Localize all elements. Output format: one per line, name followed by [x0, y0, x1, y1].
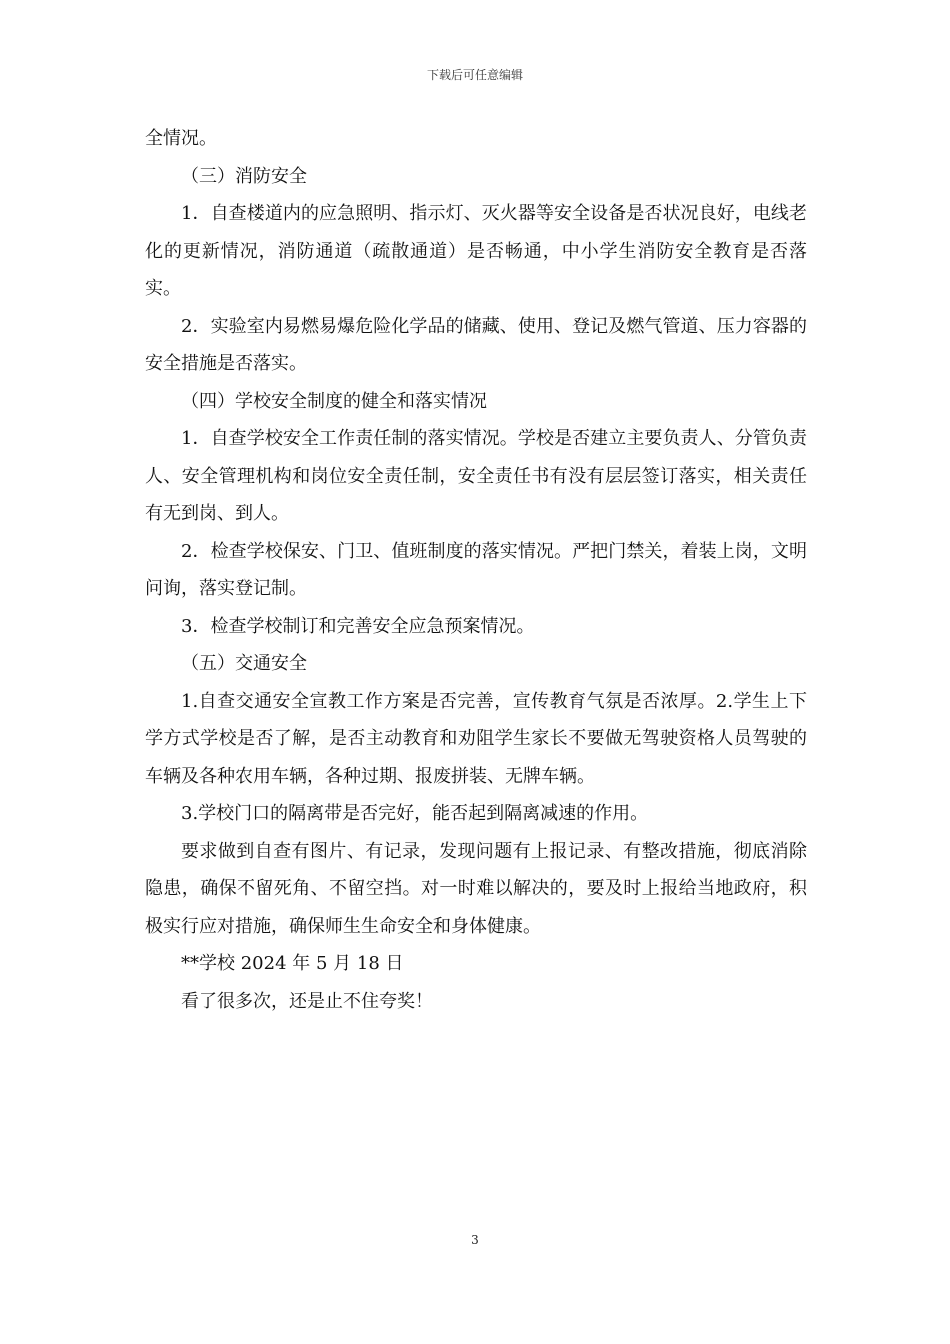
paragraph-system-item-2: 2．检查学校保安、门卫、值班制度的落实情况。严把门禁关，着装上岗，文明问询，落实登记制。 [145, 540, 807, 599]
closing-remark: 看了很多次，还是止不住夸奖！ [181, 990, 433, 1012]
document-body [145, 120, 807, 1020]
page-header-note: 下载后可任意编辑 [426, 68, 523, 82]
section-heading-traffic-safety: （五）交通安全 [181, 653, 307, 674]
paragraph-traffic-item-3: 3.学校门口的隔离带是否完好，能否起到隔离减速的作用。 [181, 803, 649, 824]
paragraph-fire-item-2: 2．实验室内易燃易爆危险化学品的储藏、使用、登记及燃气管道、压力容器的安全措施是否落实。 [145, 315, 807, 374]
paragraph-fire-item-1: 1．自查楼道内的应急照明、指示灯、灭火器等安全设备是否状况良好，电线老化的更新情况，消防通道（疏散通道）是否畅通，中小学生消防安全教育是否落实。 [145, 203, 807, 299]
paragraph-continuation: 全情况。 [145, 128, 217, 149]
signature-date: **学校 2024 年 5 月 18 日 [181, 953, 404, 974]
paragraph-traffic-item-1: 1.自查交通安全宣教工作方案是否完善，宣传教育气氛是否浓厚。2.学生上下学方式学校是否了解，是否主动教育和劝阻学生家长不要做无驾驶资格人员驾驶的车辆及各种农用车辆，各种过期、报废拼装、无牌车辆。 [145, 690, 807, 787]
page-number: 3 [471, 1233, 479, 1247]
paragraph-system-item-1: 1．自查学校安全工作责任制的落实情况。学校是否建立主要负责人、分管负责人、安全管理机构和岗位安全责任制，安全责任书有没有层层签订落实，相关责任有无到岗、到人。 [145, 428, 807, 524]
paragraph-requirements: 要求做到自查有图片、有记录，发现问题有上报记录、有整改措施，彻底消除隐患，确保不留死角、不留空挡。对一时难以解决的，要及时上报给当地政府，积极实行应对措施，确保师生生命安全和身体健康。 [145, 840, 807, 937]
paragraph-system-item-3: 3．检查学校制订和完善安全应急预案情况。 [181, 615, 535, 637]
section-heading-safety-system: （四）学校安全制度的健全和落实情况 [181, 390, 487, 412]
section-heading-fire-safety: （三）消防安全 [181, 165, 307, 187]
